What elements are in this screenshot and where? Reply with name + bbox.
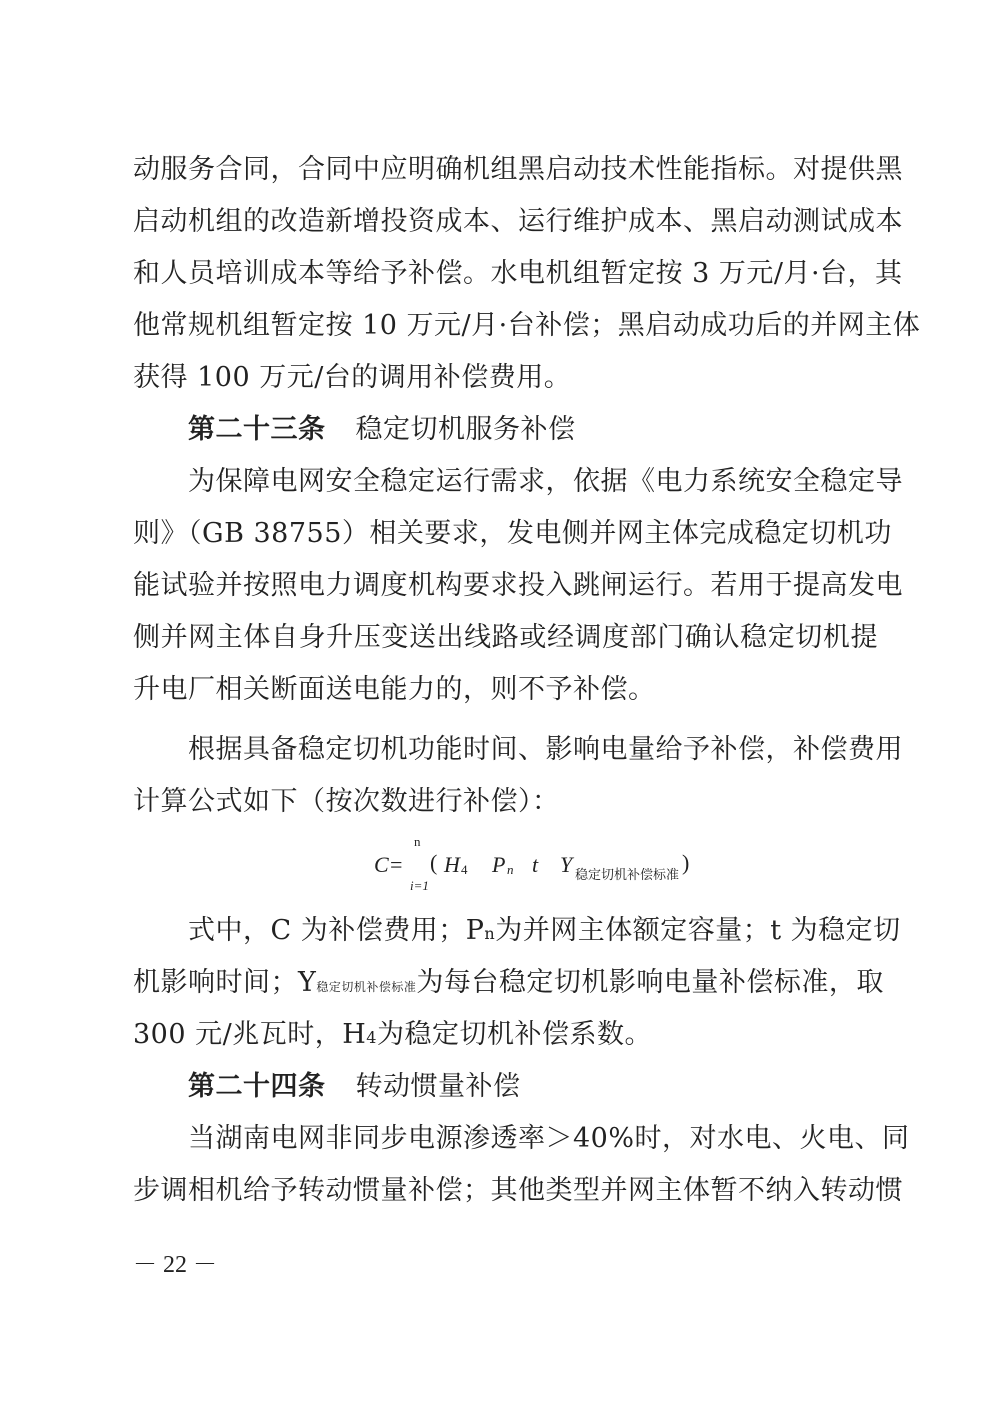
text-segment: 为稳定切机补偿系数。 — [376, 1019, 652, 1050]
paragraph-line: 启动机组的改造新增投资成本、运行维护成本、黑启动测试成本 — [133, 206, 903, 237]
paragraph-line: 能试验并按照电力调度机构要求投入跳闸运行。若用于提高发电 — [133, 570, 903, 601]
formula-close-paren: ) — [682, 850, 690, 875]
paragraph-line: 当湖南电网非同步电源渗透率＞40%时，对水电、火电、同 — [188, 1123, 910, 1154]
article-23-heading — [188, 413, 878, 447]
article-23-title: 稳定切机服务补偿 — [355, 414, 576, 445]
paragraph-line: 侧并网主体自身升压变送出线路或经调度部门确认稳定切机提 — [133, 622, 878, 653]
paragraph-line: 则》（GB 38755）相关要求，发电侧并网主体完成稳定切机功 — [133, 518, 892, 549]
article-23-label: 第二十三条 — [188, 414, 326, 445]
formula-open-paren: ( — [430, 850, 438, 875]
paragraph-line: 步调相机给予转动惯量补偿；其他类型并网主体暂不纳入转动惯 — [133, 1175, 903, 1206]
text-segment: 为每台稳定切机影响电量补偿标准，取 — [416, 967, 884, 998]
subscript-n: n — [484, 924, 496, 943]
article-24-title: 转动惯量补偿 — [355, 1071, 521, 1102]
page-number: － 22 － — [133, 1252, 217, 1278]
paragraph-line: 为保障电网安全稳定运行需求，依据《电力系统安全稳定导 — [188, 466, 903, 497]
paragraph-line — [188, 914, 901, 951]
paragraph-line: 动服务合同，合同中应明确机组黑启动技术性能指标。对提供黑 — [133, 154, 903, 185]
text-segment: 式中，C 为补偿费用；P — [188, 915, 485, 946]
text-segment: 为并网主体额定容量；t 为稳定切 — [495, 915, 901, 946]
paragraph-line: 计算公式如下（按次数进行补偿）： — [133, 786, 560, 817]
paragraph-line: 他常规机组暂定按 10 万元/月·台补偿；黑启动成功后的并网主体 — [133, 310, 921, 341]
formula-sum-upper: n — [414, 834, 421, 849]
subscript-standard: 稳定切机补偿标准 — [316, 980, 417, 994]
formula-h-sub: 4 — [461, 862, 468, 877]
paragraph-line — [133, 966, 884, 1004]
formula-h: H — [444, 852, 460, 877]
formula-p-sub: n — [507, 862, 514, 877]
paragraph-line — [133, 1018, 878, 1055]
paragraph-line: 获得 100 万元/台的调用补偿费用。 — [133, 362, 572, 393]
formula-p: P — [492, 852, 506, 877]
formula-sum-lower: i=1 — [410, 878, 429, 893]
subscript-4: 4 — [366, 1028, 377, 1047]
text-segment: 300 元/兆瓦时，H — [133, 1019, 367, 1050]
text-segment: 机影响时间；Y — [133, 967, 317, 998]
formula-t: t — [532, 852, 539, 877]
paragraph-line: 根据具备稳定切机功能时间、影响电量给予补偿，补偿费用 — [188, 734, 903, 765]
compensation-formula — [374, 834, 704, 900]
paragraph-line: 升电厂相关断面送电能力的，则不予补偿。 — [133, 674, 656, 705]
paragraph-line: 和人员培训成本等给予补偿。水电机组暂定按 3 万元/月·台，其 — [133, 258, 903, 289]
formula-lhs: C= — [374, 852, 404, 877]
article-24-heading — [188, 1070, 878, 1104]
formula-y-sub: 稳定切机补偿标准 — [575, 867, 680, 882]
article-24-label: 第二十四条 — [188, 1071, 326, 1102]
formula-y: Y — [560, 852, 573, 877]
